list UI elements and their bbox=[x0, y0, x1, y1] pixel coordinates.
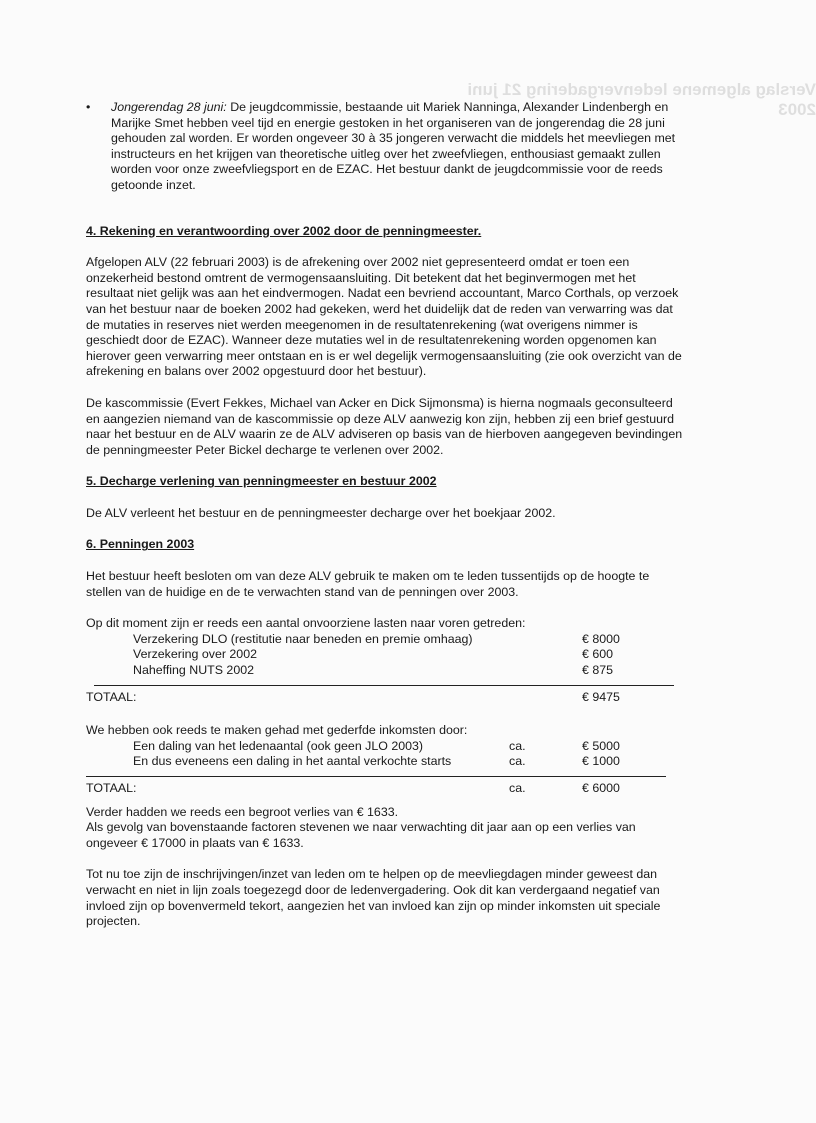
income-divider bbox=[86, 776, 666, 777]
income-intro: We hebben ook reeds te maken gehad met gederfde inkomsten door: bbox=[86, 723, 468, 738]
cost-label: Verzekering DLO (restitutie naar beneden en premie omhaag) bbox=[133, 631, 473, 646]
cost-label: Naheffing NUTS 2002 bbox=[133, 663, 254, 678]
section-5-paragraph: De ALV verleent het bestuur en de penningmeester decharge over het boekjaar 2002. bbox=[86, 505, 556, 520]
cost-amount: € 600 bbox=[582, 647, 614, 662]
income-ca: ca. bbox=[509, 754, 526, 769]
section-4-paragraph-1: Afgelopen ALV (22 februari 2003) is de afrekening over 2002 niet gepresenteerd omdat er toen een onzekerheid bestond omtrent de vermogensaansluiting. Dit betekent dat het beginvermogen met het resultaat niet gelijk was aan het eindvermogen. Nadat een bevriend accountant, Marco Corthals, op verzoek van het bestuur naar de boeken 2002 had gekeken, werd het duidelijk dat de reden van verwarring was dat de mutaties in reserves niet werden meegenomen in de resultatenrekening (wat overigens nimmer is geschiedt door de EZAC). Wanneer deze mutaties wel in de resultatenrekening worden opgenomen kan hierover geen verwarring meer ontstaan en is er wel degelijk vermogensaansluiting (zie ook overzicht van de afrekening en balans over 2002 opgestuurd door het bestuur). bbox=[86, 255, 682, 379]
section-6-heading: 6. Penningen 2003 bbox=[86, 537, 195, 552]
section-6-paragraph-4: Tot nu toe zijn de inschrijvingen/inzet van leden om te helpen op de meevliegdagen minder geweest dan verwacht en niet in lijn zoals toegezegd door de ledenvergadering. Ook dit kan verdergaand negatief van invloed zijn op bovenvermeld tekort, aangezien het van invloed kan zijn op minder inkomsten uit speciale projecten. bbox=[86, 867, 661, 929]
income-total-amount: € 6000 bbox=[582, 781, 620, 795]
cost-row bbox=[86, 632, 686, 648]
cost-label: Verzekering over 2002 bbox=[133, 647, 257, 662]
costs-list bbox=[86, 632, 686, 679]
costs-intro: Op dit moment zijn er reeds een aantal onvoorziene lasten naar voren getreden: bbox=[86, 616, 526, 631]
cost-amount: € 8000 bbox=[582, 631, 620, 646]
section-6-paragraph-2: Verder hadden we reeds een begroot verlies van € 1633. bbox=[86, 804, 399, 819]
cost-row bbox=[86, 647, 686, 663]
income-label: En dus eveneens een daling in het aantal verkochte starts bbox=[133, 754, 452, 769]
cost-row bbox=[86, 663, 686, 679]
costs-total-label: TOTAAL: bbox=[86, 689, 137, 704]
income-amount: € 5000 bbox=[582, 738, 620, 753]
bullet-lead: Jongerendag 28 juni: bbox=[111, 100, 227, 114]
income-total-label: TOTAAL: bbox=[86, 781, 137, 795]
section-6-paragraph-3: Als gevolg van bovenstaande factoren stevenen we naar verwachting dit jaar aan op een verlies van ongeveer € 17000 in plaats van € 1633. bbox=[86, 820, 636, 850]
costs-total-amount: € 9475 bbox=[582, 689, 620, 704]
income-row bbox=[86, 754, 686, 770]
bullet-paragraph bbox=[111, 100, 686, 194]
section-4-heading: 4. Rekening en verantwoording over 2002 door de penningmeester. bbox=[86, 223, 482, 238]
costs-divider bbox=[94, 685, 674, 686]
bullet-icon: • bbox=[86, 100, 91, 114]
section-4-paragraph-2: De kascommissie (Evert Fekkes, Michael van Acker en Dick Sijmonsma) is hierna nogmaals geconsulteerd en aangezien niemand van de kascommissie op deze ALV aanwezig kon zijn, hebben zij een brief gestuurd naar het bestuur en de ALV waarin ze de ALV adviseren op basis van de hierboven aangegeven bevindingen de penningmeester Peter Bickel decharge te verlenen over 2002. bbox=[86, 395, 683, 457]
income-amount: € 1000 bbox=[582, 754, 620, 769]
section-5-heading: 5. Decharge verlening van penningmeester en bestuur 2002 bbox=[86, 474, 437, 489]
income-label: Een daling van het ledenaantal (ook geen JLO 2003) bbox=[133, 738, 424, 753]
income-list bbox=[86, 739, 686, 770]
section-6-paragraph-1: Het bestuur heeft besloten om van deze ALV gebruik te maken om te leden tussentijds op de hoogte te stellen van de huidige en de te verwachten stand van de penningen over 2003. bbox=[86, 569, 650, 599]
income-total-row bbox=[86, 781, 686, 797]
income-total-ca: ca. bbox=[509, 781, 526, 795]
mirrored-title: Verslag algemene ledenvergadering 21 juni 2003 bbox=[467, 80, 816, 119]
cost-amount: € 875 bbox=[582, 663, 614, 678]
costs-total-row bbox=[86, 690, 686, 706]
income-row bbox=[86, 739, 686, 755]
bullet-text: De jeugdcommissie, bestaande uit Mariek Nanninga, Alexander Lindenbergh en Marijke Smet hebben veel tijd en energie gestoken in het organiseren van de jongerendag die 28 juni gehouden zal worden. Er worden ongeveer 30 à 35 jongeren verwacht die middels het meevliegen met instructeurs en het krijgen van theoretische uitleg over het zweefvliegen, enthousiast gemaakt zullen worden voor onze zweefvliegsport en de EZAC. Het bestuur dankt de jeugdcommissie voor de reeds getoonde inzet. bbox=[111, 100, 676, 192]
list-item-jongerendag bbox=[86, 100, 686, 194]
income-ca: ca. bbox=[509, 738, 526, 753]
document-page bbox=[86, 100, 686, 930]
